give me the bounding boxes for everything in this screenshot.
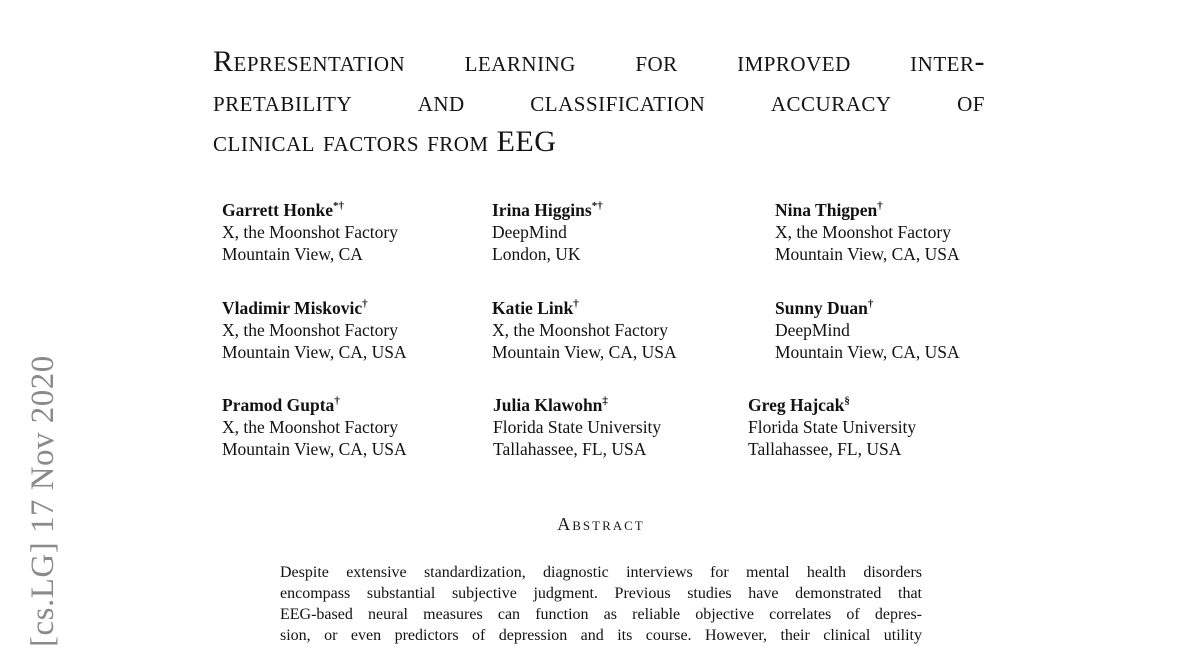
title-line-1: Representation learning for improved inter- bbox=[213, 45, 985, 78]
author-footnote-marks: *† bbox=[591, 200, 603, 213]
author-location: Mountain View, CA, USA bbox=[222, 342, 407, 362]
author-location: Mountain View, CA bbox=[222, 244, 363, 264]
author-location: Mountain View, CA, USA bbox=[775, 342, 960, 362]
author-block-katie-link bbox=[492, 297, 775, 363]
author-name bbox=[775, 199, 960, 221]
author-affiliation: X, the Moonshot Factory bbox=[775, 222, 951, 242]
author-block-nina-thigpen bbox=[775, 199, 960, 265]
abstract-line-3: EEG-based neural measures can function as reliable objective correlates of depres- bbox=[280, 606, 922, 623]
author-location: Mountain View, CA, USA bbox=[222, 439, 407, 459]
author-name-text: Julia Klawohn bbox=[493, 395, 603, 415]
author-name-text: Pramod Gupta bbox=[222, 395, 335, 415]
author-name-text: Garrett Honke bbox=[222, 200, 333, 220]
author-name-text: Greg Hajcak bbox=[748, 395, 845, 415]
author-location: Tallahassee, FL, USA bbox=[748, 439, 902, 459]
author-footnote-marks: † bbox=[362, 298, 368, 311]
author-block-greg-hajcak bbox=[748, 394, 916, 460]
author-affiliation: DeepMind bbox=[492, 222, 567, 242]
author-block-pramod-gupta bbox=[222, 394, 493, 460]
author-affiliation: X, the Moonshot Factory bbox=[222, 222, 398, 242]
abstract-line-1: Despite extensive standardization, diagnostic interviews for mental health disorders bbox=[280, 564, 922, 581]
author-name bbox=[492, 297, 775, 319]
abstract-line-4: sion, or even predictors of depression and its course. However, their clinical utility bbox=[280, 627, 922, 644]
author-name-text: Irina Higgins bbox=[492, 200, 592, 220]
author-location: Mountain View, CA, USA bbox=[775, 244, 960, 264]
author-name bbox=[492, 199, 775, 221]
author-name bbox=[775, 297, 960, 319]
author-affiliation: Florida State University bbox=[493, 417, 662, 437]
author-footnote-marks: † bbox=[573, 298, 579, 311]
author-name-text: Vladimir Miskovic bbox=[222, 298, 363, 318]
author-block-garrett-honke bbox=[222, 199, 492, 265]
author-affiliation: X, the Moonshot Factory bbox=[492, 320, 668, 340]
arxiv-stamp: [cs.LG] 17 Nov 2020 bbox=[25, 355, 61, 647]
author-location: Mountain View, CA, USA bbox=[492, 342, 677, 362]
author-affiliation: DeepMind bbox=[775, 320, 850, 340]
author-name bbox=[493, 394, 748, 416]
author-footnote-marks: § bbox=[844, 395, 850, 408]
author-location: Tallahassee, FL, USA bbox=[493, 439, 647, 459]
title-line-2: pretability and classification accuracy of bbox=[213, 85, 985, 118]
author-row-3 bbox=[222, 394, 916, 460]
author-block-vladimir-miskovic bbox=[222, 297, 492, 363]
author-name bbox=[222, 199, 492, 221]
author-name bbox=[222, 297, 492, 319]
author-affiliation: Florida State University bbox=[748, 417, 917, 437]
author-row-2 bbox=[222, 297, 960, 363]
author-footnote-marks: † bbox=[334, 395, 340, 408]
author-name bbox=[222, 394, 493, 416]
author-name-text: Sunny Duan bbox=[775, 298, 868, 318]
title-line-3: clinical factors from EEG bbox=[213, 125, 557, 158]
author-block-julia-klawohn bbox=[493, 394, 748, 460]
abstract-heading: Abstract bbox=[557, 514, 645, 534]
abstract-line-2: encompass substantial subjective judgment. Previous studies have demonstrated that bbox=[280, 585, 922, 602]
author-footnote-marks: † bbox=[877, 200, 883, 213]
abstract-paragraph bbox=[280, 562, 922, 646]
author-block-sunny-duan bbox=[775, 297, 960, 363]
author-row-1 bbox=[222, 199, 960, 265]
author-block-irina-higgins bbox=[492, 199, 775, 265]
author-footnote-marks: † bbox=[867, 298, 874, 311]
author-name-text: Nina Thigpen bbox=[775, 200, 878, 220]
author-footnote-marks: *† bbox=[332, 200, 344, 213]
paper-title bbox=[213, 42, 985, 162]
author-name bbox=[748, 394, 916, 416]
author-name-text: Katie Link bbox=[492, 298, 574, 318]
author-affiliation: X, the Moonshot Factory bbox=[222, 417, 398, 437]
author-footnote-marks: ‡ bbox=[602, 395, 608, 408]
author-location: London, UK bbox=[492, 244, 581, 264]
author-affiliation: X, the Moonshot Factory bbox=[222, 320, 398, 340]
